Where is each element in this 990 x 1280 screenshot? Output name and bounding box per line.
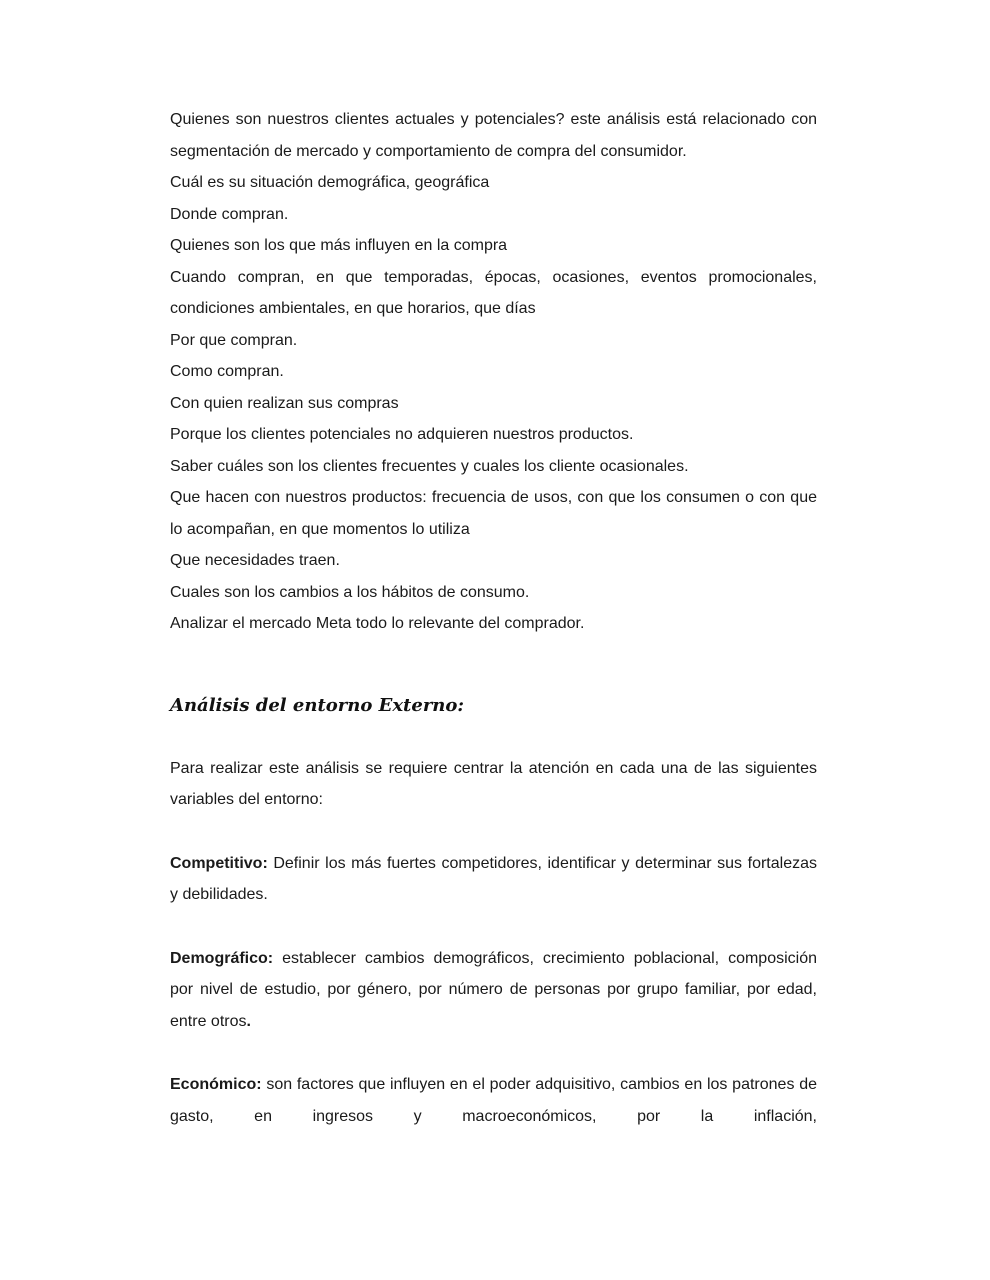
- section-paragraph-competitivo: [170, 848, 817, 911]
- intro-paragraph: Con quien realizan sus compras: [170, 394, 399, 412]
- intro-paragraph: Que necesidades traen.: [170, 552, 340, 569]
- intro-paragraph: Cuando compran, en que temporadas, épocas, ocasiones, eventos promocionales, condiciones ambientales, en que horarios, que días: [170, 268, 817, 317]
- term-text: son factores que influyen en el poder adquisitivo, cambios en los patrones de gasto, en ingresos y macroeconómicos, por la inflación,: [170, 1076, 817, 1125]
- term-label: Económico:: [170, 1076, 262, 1093]
- intro-paragraph: Por que compran.: [170, 331, 298, 349]
- intro-paragraph: Donde compran.: [170, 205, 289, 223]
- intro-paragraph: Cuál es su situación demográfica, geográfica: [170, 174, 490, 191]
- intro-paragraph: Saber cuáles son los clientes frecuentes y cuales los cliente ocasionales.: [170, 457, 689, 475]
- term-text: establecer cambios demográficos, crecimiento poblacional, composición por nivel de estudio, por género, por número de personas por grupo familiar, por edad, entre otros: [170, 949, 817, 1030]
- intro-paragraph: Porque los clientes potenciales no adquieren nuestros productos.: [170, 426, 634, 443]
- document-content: [170, 104, 817, 1132]
- term-label: Competitivo:: [170, 854, 268, 872]
- intro-paragraph: Quienes son nuestros clientes actuales y potenciales? este análisis está relacionado con segmentación de mercado y comportamiento de compra del consumidor.: [170, 111, 817, 160]
- section-paragraph-demografico: [170, 943, 817, 1038]
- intro-paragraph: Que hacen con nuestros productos: frecuencia de usos, con que los consumen o con que lo acompañan, en que momentos lo utiliza: [170, 489, 817, 538]
- lead-paragraph: Para realizar este análisis se requiere centrar la atención en cada una de las siguientes variables del entorno:: [170, 759, 817, 808]
- intro-paragraph: Como compran.: [170, 363, 284, 380]
- term-text: Definir los más fuertes competidores, identificar y determinar sus fortalezas y debilidades.: [170, 854, 817, 903]
- section-heading: Análisis del entorno Externo:: [170, 694, 465, 716]
- intro-paragraph: Cuales son los cambios a los hábitos de consumo.: [170, 583, 530, 601]
- intro-paragraph: Quienes son los que más influyen en la compra: [170, 237, 508, 254]
- term-label: Demográfico:: [170, 949, 274, 967]
- intro-paragraph: Analizar el mercado Meta todo lo relevante del comprador.: [170, 615, 585, 632]
- term-suffix: .: [246, 1012, 251, 1030]
- section-paragraph-economico: [170, 1069, 817, 1132]
